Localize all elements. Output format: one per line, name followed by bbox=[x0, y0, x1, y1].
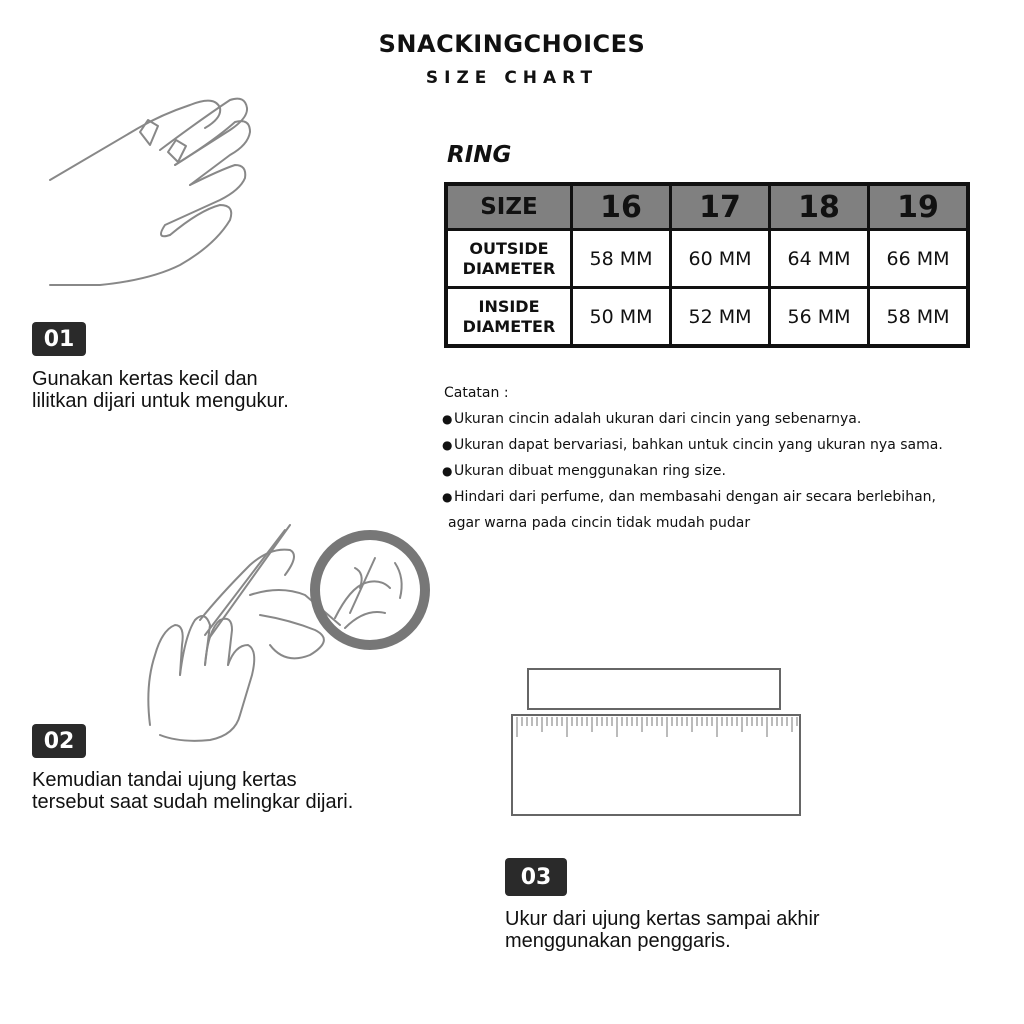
list-item bbox=[442, 432, 1022, 458]
table-cell: 66 MM bbox=[869, 230, 969, 288]
notes-list bbox=[442, 406, 1022, 510]
list-item bbox=[442, 484, 1022, 510]
step-text-line: Ukur dari ujung kertas sampai akhir bbox=[505, 908, 820, 930]
row-label-line: DIAMETER bbox=[462, 258, 556, 278]
table-cell: 50 MM bbox=[572, 288, 671, 347]
notes-title: Catatan : bbox=[444, 385, 509, 401]
step-number-badge: 01 bbox=[32, 322, 86, 356]
note-text: Hindari dari perfume, dan membasahi dengan air secara berlebihan, bbox=[454, 489, 936, 505]
size-header-cell: 18 bbox=[770, 184, 869, 230]
table-cell: 58 MM bbox=[869, 288, 969, 347]
row-label bbox=[446, 288, 572, 347]
step-text-line: Kemudian tandai ujung kertas bbox=[32, 769, 297, 791]
size-header-label: SIZE bbox=[446, 184, 572, 230]
table-row bbox=[446, 288, 968, 347]
row-label-line: OUTSIDE bbox=[469, 239, 549, 259]
size-header-cell: 16 bbox=[572, 184, 671, 230]
table-cell: 56 MM bbox=[770, 288, 869, 347]
step-number-badge: 02 bbox=[32, 724, 86, 758]
note-text: Ukuran dapat bervariasi, bahkan untuk cincin yang ukuran nya sama. bbox=[454, 437, 943, 453]
step-text-line: tersebut saat sudah melingkar dijari. bbox=[32, 791, 354, 813]
size-table bbox=[444, 182, 970, 348]
table-cell: 60 MM bbox=[671, 230, 770, 288]
table-cell: 58 MM bbox=[572, 230, 671, 288]
note-continuation: agar warna pada cincin tidak mudah pudar bbox=[448, 515, 751, 531]
list-item bbox=[442, 406, 1022, 432]
note-text: Ukuran dibuat menggunakan ring size. bbox=[454, 463, 726, 479]
row-label-line: INSIDE bbox=[478, 297, 540, 317]
step-text-line: menggunakan penggaris. bbox=[505, 930, 731, 952]
step-text-line: Gunakan kertas kecil dan bbox=[32, 368, 258, 390]
page-subtitle: SIZE CHART bbox=[425, 68, 599, 88]
step-instruction bbox=[32, 769, 353, 813]
ring-title: RING bbox=[447, 142, 512, 168]
row-label-line: DIAMETER bbox=[462, 316, 556, 336]
size-header-cell: 19 bbox=[869, 184, 969, 230]
table-row bbox=[446, 230, 968, 288]
step-text-line: lilitkan dijari untuk mengukur. bbox=[32, 390, 289, 412]
ruler-icon bbox=[505, 665, 805, 820]
magnifier-icon bbox=[305, 528, 435, 653]
bullet-icon: ● bbox=[442, 464, 453, 478]
bullet-icon: ● bbox=[442, 490, 453, 504]
row-label bbox=[446, 230, 572, 288]
size-header-row bbox=[446, 184, 968, 230]
table-cell: 52 MM bbox=[671, 288, 770, 347]
hand-icon bbox=[40, 90, 260, 300]
step-instruction bbox=[505, 908, 820, 952]
note-text: Ukuran cincin adalah ukuran dari cincin yang sebenarnya. bbox=[454, 411, 862, 427]
list-item bbox=[442, 458, 1022, 484]
step-instruction bbox=[32, 368, 289, 412]
brand-title: SNACKINGCHOICES bbox=[378, 30, 646, 58]
notes-section bbox=[442, 380, 1022, 536]
bullet-icon: ● bbox=[442, 412, 453, 426]
bullet-icon: ● bbox=[442, 438, 453, 452]
size-header-cell: 17 bbox=[671, 184, 770, 230]
table-cell: 64 MM bbox=[770, 230, 869, 288]
step-number-badge: 03 bbox=[505, 858, 567, 896]
